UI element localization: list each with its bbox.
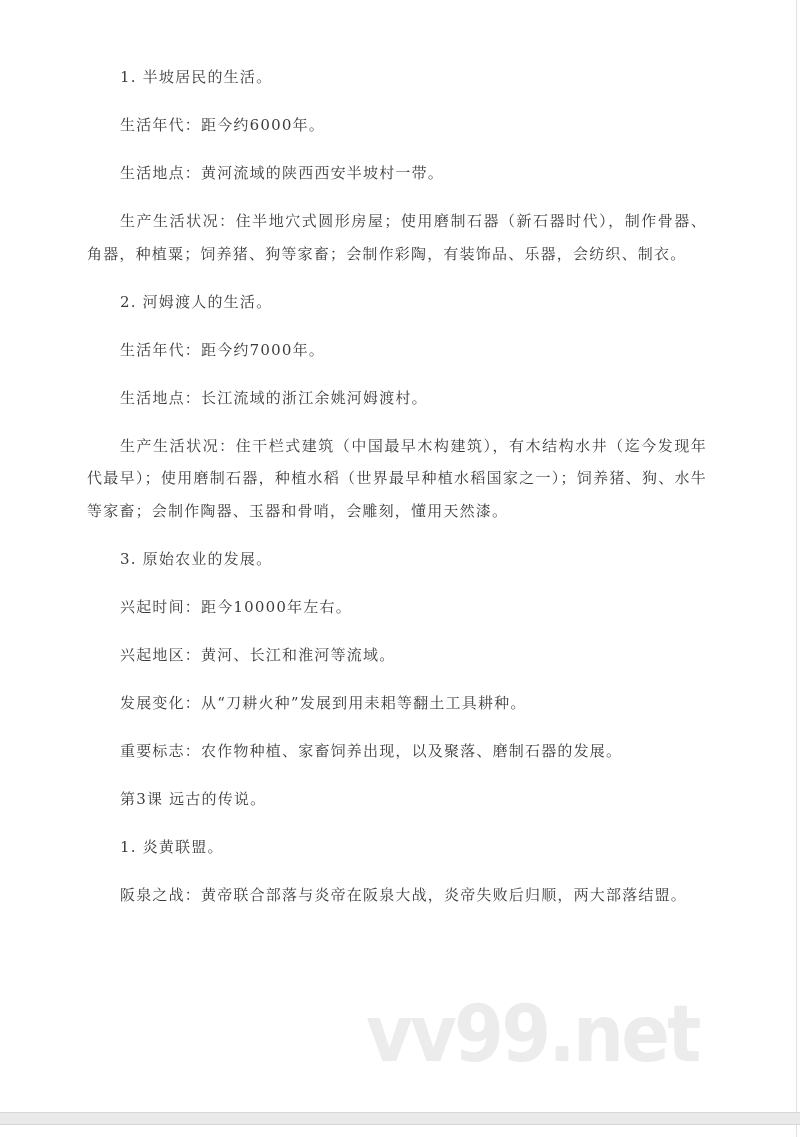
heading-agriculture: 3. 原始农业的发展。 (120, 549, 273, 568)
lesson-3-title: 第3课 远古的传说。 (120, 789, 267, 808)
hemudu-location: 生活地点：长江流域的浙江余姚河姆渡村。 (120, 388, 428, 407)
agriculture-markers: 重要标志：农作物种植、家畜饲养出现，以及聚落、磨制石器的发展。 (120, 741, 623, 760)
agriculture-region: 兴起地区：黄河、长江和淮河等流域。 (120, 645, 396, 664)
next-page (0, 1125, 797, 1137)
hemudu-lifestyle: 生产生活状况：住干栏式建筑（中国最早木构建筑），有木结构水井（迄今发现年代最早）；使用磨制石器，种植水稻（世界最早种植水稻国家之一）；饲养猪、狗、水牛等家畜；会制作陶器、玉器和骨哨，会雕刻，懂用天然漆。 (87, 436, 707, 520)
watermark: vv99.net (366, 990, 699, 1080)
banpo-era: 生活年代：距今约6000年。 (120, 116, 325, 134)
banquan-battle: 阪泉之战：黄帝联合部落与炎帝在阪泉大战，炎帝失败后归顺，两大部落结盟。 (120, 885, 688, 904)
document-body (87, 61, 707, 927)
agriculture-time: 兴起时间：距今10000年左右。 (120, 597, 352, 616)
agriculture-change: 发展变化：从“刀耕火种”发展到用耒耜等翻土工具耕种。 (120, 693, 527, 712)
heading-yanhuang: 1. 炎黄联盟。 (120, 837, 224, 856)
banpo-lifestyle: 生产生活状况：住半地穴式圆形房屋；使用磨制石器（新石器时代），制作骨器、角器，种植粟；饲养猪、狗等家畜；会制作彩陶，有装饰品、乐器，会纺织、制衣。 (87, 212, 707, 263)
page-separator (0, 1112, 800, 1125)
heading-hemudu: 2. 河姆渡人的生活。 (120, 292, 273, 311)
hemudu-era: 生活年代：距今约7000年。 (120, 340, 325, 359)
banpo-location: 生活地点：黄河流域的陕西西安半坡村一带。 (120, 164, 445, 182)
heading-banpo: 1. 半坡居民的生活。 (120, 68, 273, 86)
